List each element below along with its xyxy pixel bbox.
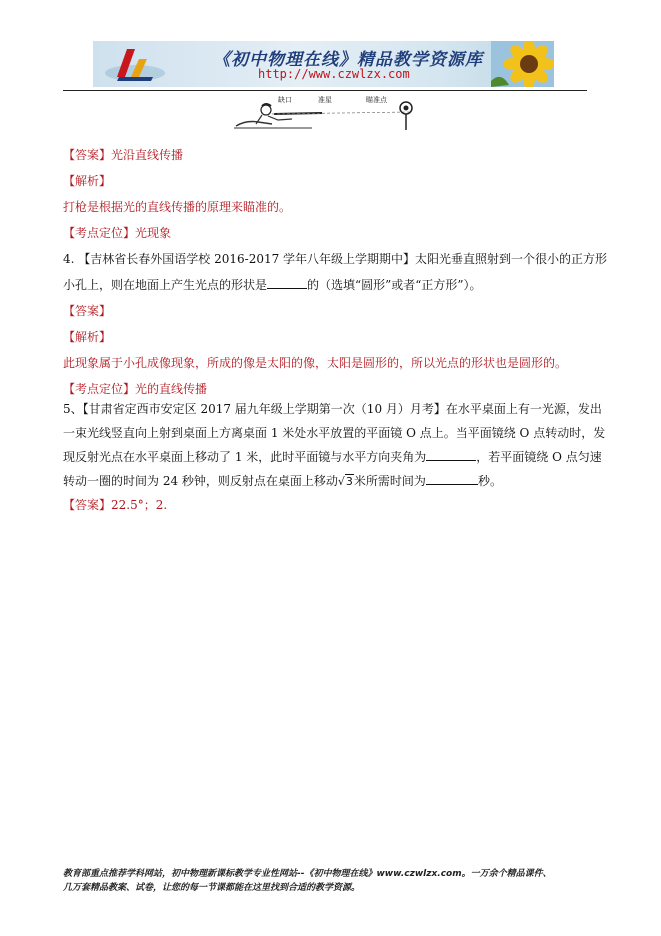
sqrt-radicand: 3 (345, 475, 353, 488)
q4-analysis: 此现象属于小孔成像现象，所成的像是太阳的像，太阳是圆形的，所以光点的形状也是圆形的。 (63, 356, 568, 370)
header-divider (63, 90, 587, 91)
banner-url: http://www.czwlzx.com (258, 67, 410, 81)
q4-stem-part3: 的（选填“圆形”或者“正方形”）。 (307, 278, 482, 292)
footer-line1: 教育部重点推荐学科网站，初中物理新课标教学专业性网站--《初中物理在线》www.czwlzx.com。一万余个精品课件、 (63, 869, 552, 879)
q4-stem-line1 (63, 252, 607, 266)
q3-analysis-label: 【解析】 (63, 174, 112, 188)
figure-label-front-sight: 准星 (318, 96, 332, 104)
sqrt-symbol: √ (337, 475, 345, 488)
q5-stem-part4a: 转动一圈的时间为 24 秒钟，则反射点在桌面上移动 (63, 474, 338, 488)
q5-angle-blank (426, 450, 476, 461)
q5-stem-line3 (63, 450, 602, 464)
q3-analysis: 打枪是根据光的直线传播的原理来瞄准的。 (63, 200, 292, 214)
q5-stem-part3a: 现反射光点在水平桌面上移动了 1 米，此时平面镜与水平方向夹角为 (63, 450, 427, 464)
q5-stem-line2: 一束光线竖直向上射到桌面上方离桌面 1 米处水平放置的平面镜 O 点上。当平面镜绕 O 点转动时，发 (63, 426, 606, 440)
figure-label-notch: 缺口 (278, 96, 292, 104)
q3-answer: 【答案】光沿直线传播 (63, 148, 184, 162)
q5-answer: 【答案】22.5°；2. (63, 498, 168, 512)
aiming-figure (232, 92, 414, 132)
q5-stem-line4 (63, 474, 502, 489)
q4-stem-part1: 太阳光垂直照射到一个很小的正方形 (415, 252, 608, 266)
q4-source: 【吉林省长春外国语学校 2016-2017 学年八年级上学期期中】 (78, 252, 416, 266)
header-banner (93, 41, 554, 87)
site-logo-icon (101, 43, 171, 85)
q5-number: 5、 (63, 402, 83, 416)
q5-source: 【甘肃省定西市安定区 2017 届九年级上学期第一次（10 月）月考】 (82, 402, 446, 416)
q4-number: 4. (63, 252, 75, 266)
footer-line2: 几万套精品教案、试卷，让您的每一节课都能在这里找到合适的教学资源。 (63, 883, 361, 893)
banner-title: 《初中物理在线》精品教学资源库 (213, 50, 483, 70)
q5-stem-part4b: 米所需时间为 (353, 474, 426, 488)
q5-stem-line1 (63, 402, 602, 416)
q4-stem-line2 (63, 278, 482, 292)
q5-time-blank (426, 474, 478, 485)
q5-stem-part4c: 秒。 (477, 474, 502, 488)
q4-answer: 【答案】 (63, 304, 112, 318)
sunflower-icon (491, 41, 554, 87)
q4-analysis-label: 【解析】 (63, 330, 112, 344)
q4-answer-blank (267, 278, 307, 289)
figure-label-aim-point: 瞄准点 (366, 96, 387, 104)
q5-stem-part3b: ，若平面镜绕 O 点匀速 (476, 450, 602, 464)
q5-stem-part1: 在水平桌面上有一光源，发出 (445, 402, 602, 416)
q4-stem-part2: 小孔上，则在地面上产生光点的形状是 (63, 278, 268, 292)
q3-point: 【考点定位】光现象 (63, 226, 172, 240)
q4-point: 【考点定位】光的直线传播 (63, 382, 208, 396)
